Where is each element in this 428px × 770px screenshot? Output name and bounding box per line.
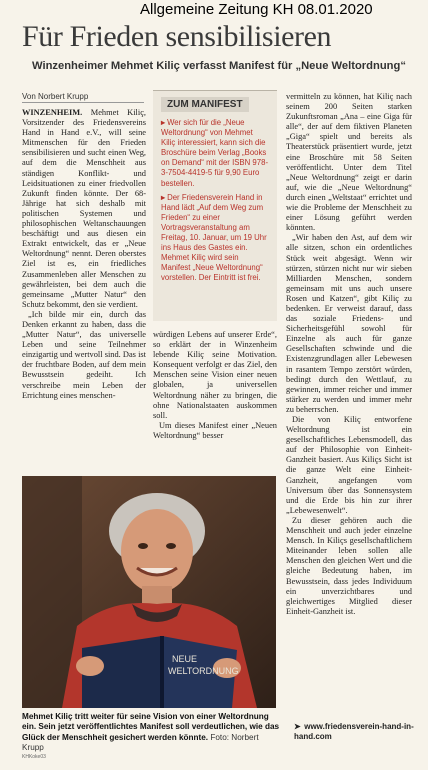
- photo-illustration: [22, 476, 276, 708]
- info-box-body: [161, 118, 269, 284]
- photo-credit: Foto: Norbert Krupp: [22, 732, 259, 753]
- dateline: WINZENHEIM.: [22, 108, 83, 117]
- paragraph: vermitteln zu können, hat Kiliç nach seinem 200 Seiten starken Zukunftsroman „Ana – eine Giga für alle“, der auf dem fiktiven Planeten „Giga“ spielt und bereits als Theaterstück präsentiert wurde, jetzt eine Broschüre mit 58 Seiten veröffentlicht. Unter dem Titel „Neue Weltordnung“ zeigt er darin auf, wie die „Neue Weltordnung“ durch einen „Weltstaat“ errichtet und wie die Probleme der Menschheit zu einer Lösung geführt werden könnten.: [286, 92, 412, 233]
- article-column-2: [153, 330, 277, 441]
- info-paragraph: [161, 118, 269, 189]
- paragraph-text: Mehmet Kiliç, Vorsitzender des Friedensvereins Hand in Hand e.V., will seine Mitmenschen für den Frieden sensibilisieren und sucht einen Weg, auf dem die Menschheit aus ständigen Konflikt- und Leidsituationen zu einer friedvollen Zukunft finden könnte. Der 68-Jährige hat sich deshalb mit politischen Systemen und philosophischen Weltanschauungen beschäftigt und aus diesen ein Extrakt entwickelt, das er „Neue Weltordnung“ nennt. Deren oberstes Ziel ist es, ein friedliches Zusammenleben aller Menschen zu gewährleisten, bei dem auch die gemeinsame „Mutter Natur“ den Schutz bekommt, den sie verdient.: [22, 108, 146, 309]
- subheadline: Winzenheimer Mehmet Kiliç verfasst Manifest für „Neue Weltordnung“: [32, 60, 406, 72]
- book-title-line-2: WELTORDNUNG: [168, 666, 239, 676]
- info-box: [153, 90, 277, 321]
- article-photo: [22, 476, 276, 708]
- source-label: Allgemeine Zeitung KH 08.01.2020: [140, 1, 373, 18]
- web-link: [294, 722, 414, 742]
- book-title-line-1: NEUE: [172, 654, 198, 664]
- web-link-text: www.friedensverein-hand-in-hand.com: [294, 722, 414, 741]
- info-text: Wer sich für die „Neue Weltordnung“ von Mehmet Kiliç interessiert, kann sich die Broschüre beim Verlag „Books on Demand“ mit der ISBN 978-3-7504-4419-5 für 9,90 Euro bestellen.: [161, 118, 269, 188]
- paragraph: „Wir haben den Ast, auf dem wir alle sitzen, schon ein ordentliches Stück weit abgesägt. Wenn wir stürzen, stürzen nicht nur wir sieben Milliarden Menschen, sondern gemeinsam mit uns auch unsere Rosen und Katzen“, gibt Kiliç zu bedenken. Er verweist darauf, dass das soziale Friedens- und Sicherheitsgefühl sowohl für Einzelne als auch für ganze Gesellschaften schwinde und die Existenzgrundlagen aller Lebewesen in rasantem Tempo zerstört würden, bedingt durch den Wettlauf, zu gewinnen, immer reicher und immer stärker zu werden und immer mehr zu beherrschen.: [286, 233, 412, 414]
- paragraph: Die von Kiliç entworfene Weltordnung ist ein gesellschaftliches Lebensmodell, das auf der Philosophie von Einheit-Ganzheit basiert. Aus Kiliçs Sicht ist die ganze Welt eine Einheit-Ganzheit, angefangen vom Universum über das Sonnensystem und die Erde bis hin zur ihrer „Lebewesenwelt“.: [286, 415, 412, 515]
- headline: Für Frieden sensibilisieren: [22, 20, 332, 53]
- info-text: Der Friedensverein Hand in Hand lädt „Auf dem Weg zum Frieden“ zu einer Vortragsveranstaltung am Freitag, 10. Januar, um 19 Uhr ins Haus des Gastes ein. Mehmet Kiliç wird sein Manifest „Neue Weltordnung“ vorstellen. Der Eintritt ist frei.: [161, 192, 267, 283]
- paragraph: würdigen Lebens auf unserer Erde“, so erklärt der in Winzenheim lebende Kiliç seine Motivation. Konsequent verfolgt er das Ziel, den Menschen seine Vision einer neuen globalen, ja universellen Weltordnung näher zu bringen, die ohne Nationalstaaten auskommen soll.: [153, 330, 277, 420]
- paragraph: Zu dieser gehören auch die Menschheit und auch jeder einzelne Mensch. In Kiliçs gesellschaftlichem Miteinander leben sollen alle Menschen den gleichen Wert und die gleiche Bedeutung haben, im Bewusstsein, dass jedes Individuum ein unverzichtbares und gleichwertiges Mitglied dieser Einheit-Ganzheit ist.: [286, 515, 412, 616]
- caption-text: Mehmet Kiliç tritt weiter für seine Vision von einer Weltordnung ein. Sein jetzt veröffentlichtes Manifest soll verdeutlichen, wie das Glück der Menschheit gesichert werden könnte.: [22, 712, 280, 742]
- photo-caption: [22, 712, 280, 754]
- byline: Von Norbert Krupp: [22, 92, 144, 103]
- paragraph: Um dieses Manifest einer „Neuen Weltordnung“ besser: [153, 420, 277, 440]
- triangle-bullet-icon: ▸: [161, 118, 168, 127]
- corner-code: KHKoke03: [22, 754, 46, 760]
- info-box-title: ZUM MANIFEST: [161, 97, 249, 112]
- triangle-bullet-icon: ▸: [161, 192, 168, 202]
- paragraph: „Ich bilde mir ein, durch das Denken erkannt zu haben, dass die „Mutter Natur“, das universelle Leben und seine Teilnehmer einzigartig und wertvoll sind. Das ist der fruchtbare Boden, auf dem mein Bewusstsein gedeiht. Ich verschreibe mein Leben der Errichtung eines menschen-: [22, 309, 146, 400]
- info-paragraph: [161, 193, 269, 284]
- article-column-3: [286, 92, 412, 617]
- paragraph: [22, 108, 146, 310]
- arrow-right-icon: ➤: [294, 722, 301, 731]
- article-column-1: [22, 108, 146, 401]
